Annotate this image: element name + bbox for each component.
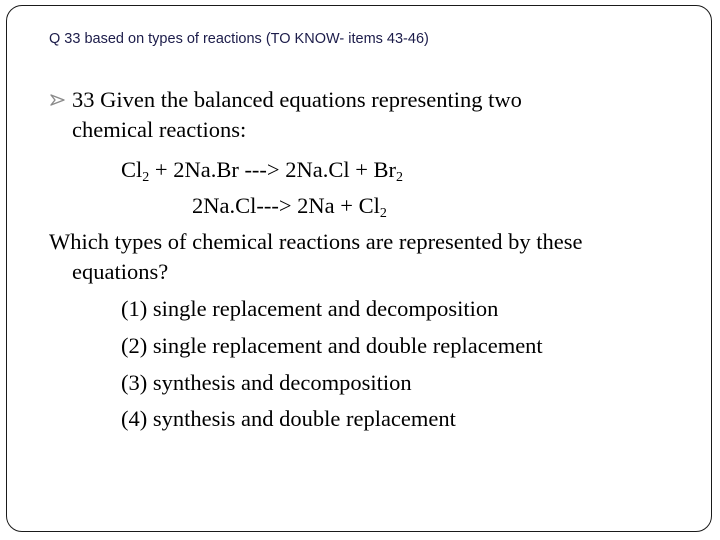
question-intro-line1 — [72, 87, 522, 113]
question-prompt-line1 — [49, 229, 583, 255]
answer-option-1-text: (1) single replacement and decomposition — [121, 296, 499, 321]
question-prompt-line2 — [72, 259, 168, 285]
open-arrow-bullet-icon — [49, 93, 67, 107]
question-prompt-text-cont: equations? — [72, 259, 169, 284]
question-intro-text: 33 Given the balanced equations representing two — [72, 87, 522, 112]
answer-option-1 — [121, 296, 498, 322]
equation-2-part1: 2Na.Cl---> 2Na + Cl — [192, 193, 380, 218]
question-intro-text-cont: chemical reactions: — [72, 117, 247, 142]
answer-option-2-text: (2) single replacement and double replacement — [121, 333, 543, 358]
answer-option-4-text: (4) synthesis and double replacement — [121, 406, 456, 431]
question-prompt-text: Which types of chemical reactions are represented by these — [49, 229, 583, 254]
equation-1-sub1: 2 — [142, 170, 150, 185]
equation-2-sub1: 2 — [379, 206, 387, 221]
slide-title: Q 33 based on types of reactions (TO KNOW- items 43-46) — [49, 31, 429, 47]
answer-option-3 — [121, 370, 412, 396]
answer-option-4 — [121, 406, 456, 432]
equation-1-part1: Cl — [121, 157, 143, 182]
question-intro-line2 — [72, 117, 246, 143]
answer-option-3-text: (3) synthesis and decomposition — [121, 370, 412, 395]
equation-1-part2: + 2Na.Br ---> 2Na.Cl + Br — [149, 157, 397, 182]
equation-1 — [121, 157, 403, 183]
answer-option-2 — [121, 333, 543, 359]
equation-1-sub2: 2 — [396, 170, 404, 185]
equation-2 — [192, 193, 387, 219]
